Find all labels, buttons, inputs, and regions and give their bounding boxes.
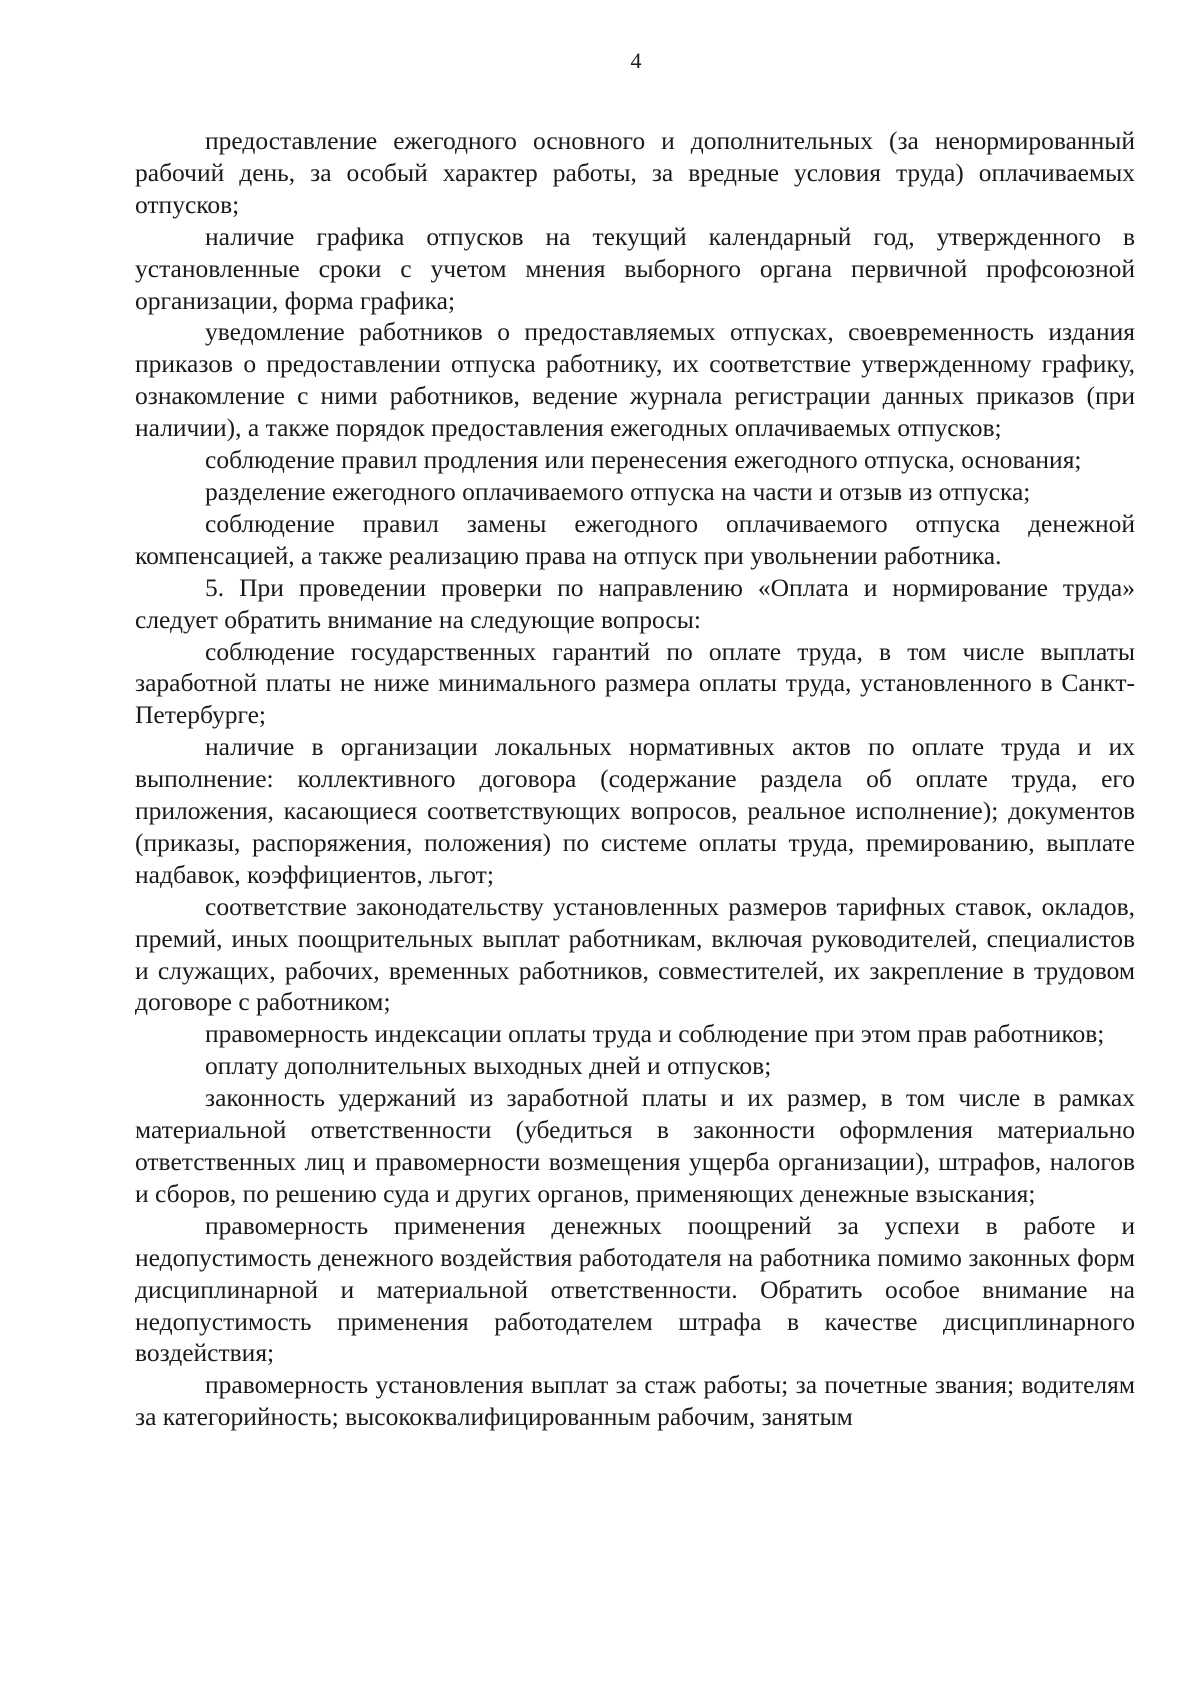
paragraph: наличие в организации локальных нормативных актов по оплате труда и их выполнение: коллективного договора (содержание раздела об оплате труда, его приложения, касающиеся соответствующих вопросов, реальное исполнение); документов (приказы, распоряжения, положения) по системе оплаты труда, премированию, выплате надбавок, коэффициентов, льгот;: [135, 732, 1135, 889]
paragraph: соблюдение государственных гарантий по оплате труда, в том числе выплаты заработной платы не ниже минимального размера оплаты труда, установленного в Санкт-Петербурге;: [135, 636, 1135, 730]
document-body: [135, 125, 1135, 1433]
page-number: 4: [630, 48, 642, 73]
paragraph: правомерность индексации оплаты труда и соблюдение при этом прав работников;: [205, 1019, 1105, 1049]
paragraph: предоставление ежегодного основного и дополнительных (за ненормированный рабочий день, за особый характер работы, за вредные условия труда) оплачиваемых отпусков;: [135, 126, 1135, 219]
paragraph: соответствие законодательству установленных размеров тарифных ставок, окладов, премий, иных поощрительных выплат работникам, включая руководителей, специалистов и служащих, рабочих, временных работников, совместителей, их закрепление в трудовом договоре с работником;: [135, 891, 1135, 1017]
paragraph: уведомление работников о предоставляемых отпусках, своевременность издания приказов о предоставлении отпуска работнику, их соответствие утвержденному графику, ознакомление с ними работников, ведение журнала регистрации данных приказов (при наличии), а также порядок предоставления ежегодных оплачиваемых отпусков;: [135, 317, 1135, 443]
paragraph: законность удержаний из заработной платы и их размер, в том числе в рамках материальной ответственности (убедиться в законности оформления материально ответственных лиц и правомерности возмещения ущерба организации), штрафов, налогов и сборов, по решению суда и других органов, применяющих денежные взыскания;: [135, 1083, 1135, 1208]
paragraph: соблюдение правил продления или перенесения ежегодного отпуска, основания;: [205, 445, 1082, 475]
paragraph: правомерность установления выплат за стаж работы; за почетные звания; водителям за категорийность; высококвалифицированным рабочим, занятым: [135, 1370, 1135, 1432]
paragraph: соблюдение правил замены ежегодного оплачиваемого отпуска денежной компенсацией, а также реализацию права на отпуск при увольнении работника.: [135, 508, 1135, 570]
paragraph: наличие графика отпусков на текущий календарный год, утвержденного в установленные сроки с учетом мнения выборного органа первичной профсоюзной организации, форма графика;: [135, 221, 1135, 315]
paragraph: оплату дополнительных выходных дней и отпусков;: [205, 1051, 772, 1081]
paragraph: разделение ежегодного оплачиваемого отпуска на части и отзыв из отпуска;: [205, 476, 1031, 506]
paragraph: 5. При проведении проверки по направлению «Оплата и нормирование труда» следует обратить внимание на следующие вопросы:: [135, 572, 1135, 634]
paragraph: правомерность применения денежных поощрений за успехи в работе и недопустимость денежного воздействия работодателя на работника помимо законных форм дисциплинарной и материальной ответственности. Обратить особое внимание на недопустимость применения работодателем штрафа в качестве дисциплинарного воздействия;: [135, 1210, 1135, 1368]
